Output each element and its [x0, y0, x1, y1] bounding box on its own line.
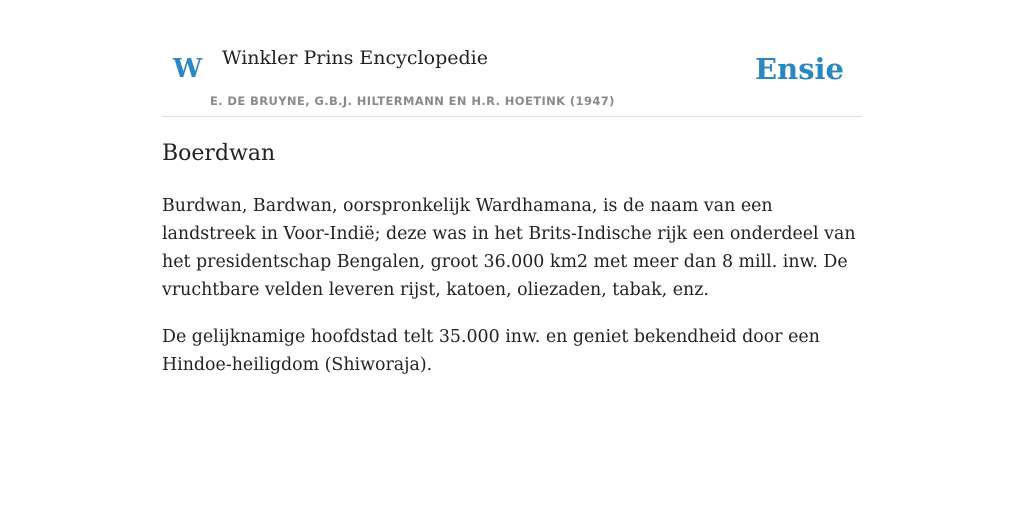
article-title: Boerdwan [162, 141, 276, 166]
article-body [162, 192, 862, 398]
source-logo-icon: W [173, 54, 203, 84]
ensie-logo-link[interactable]: Ensie [755, 52, 844, 86]
page [162, 0, 862, 375]
source-authors: E. DE BRUYNE, G.B.J. HILTERMANN EN H.R. HOETINK (1947) [210, 94, 615, 108]
source-header [162, 0, 862, 117]
article-paragraph: Burdwan, Bardwan, oorspronkelijk Wardhamana, is de naam van een landstreek in Voor-Indië; deze was in het Brits-Indische rijk een onderdeel van het presidentschap Bengalen, groot 36.000 km2 met meer dan 8 mill. inw. De vruchtbare velden leveren rijst, katoen, oliezaden, tabak, enz. [162, 196, 856, 300]
article-paragraph: De gelijknamige hoofdstad telt 35.000 inw. en geniet bekendheid door een Hindoe-heiligdom (Shiworaja). [162, 327, 820, 375]
source-title-link[interactable]: Winkler Prins Encyclopedie [222, 47, 488, 69]
